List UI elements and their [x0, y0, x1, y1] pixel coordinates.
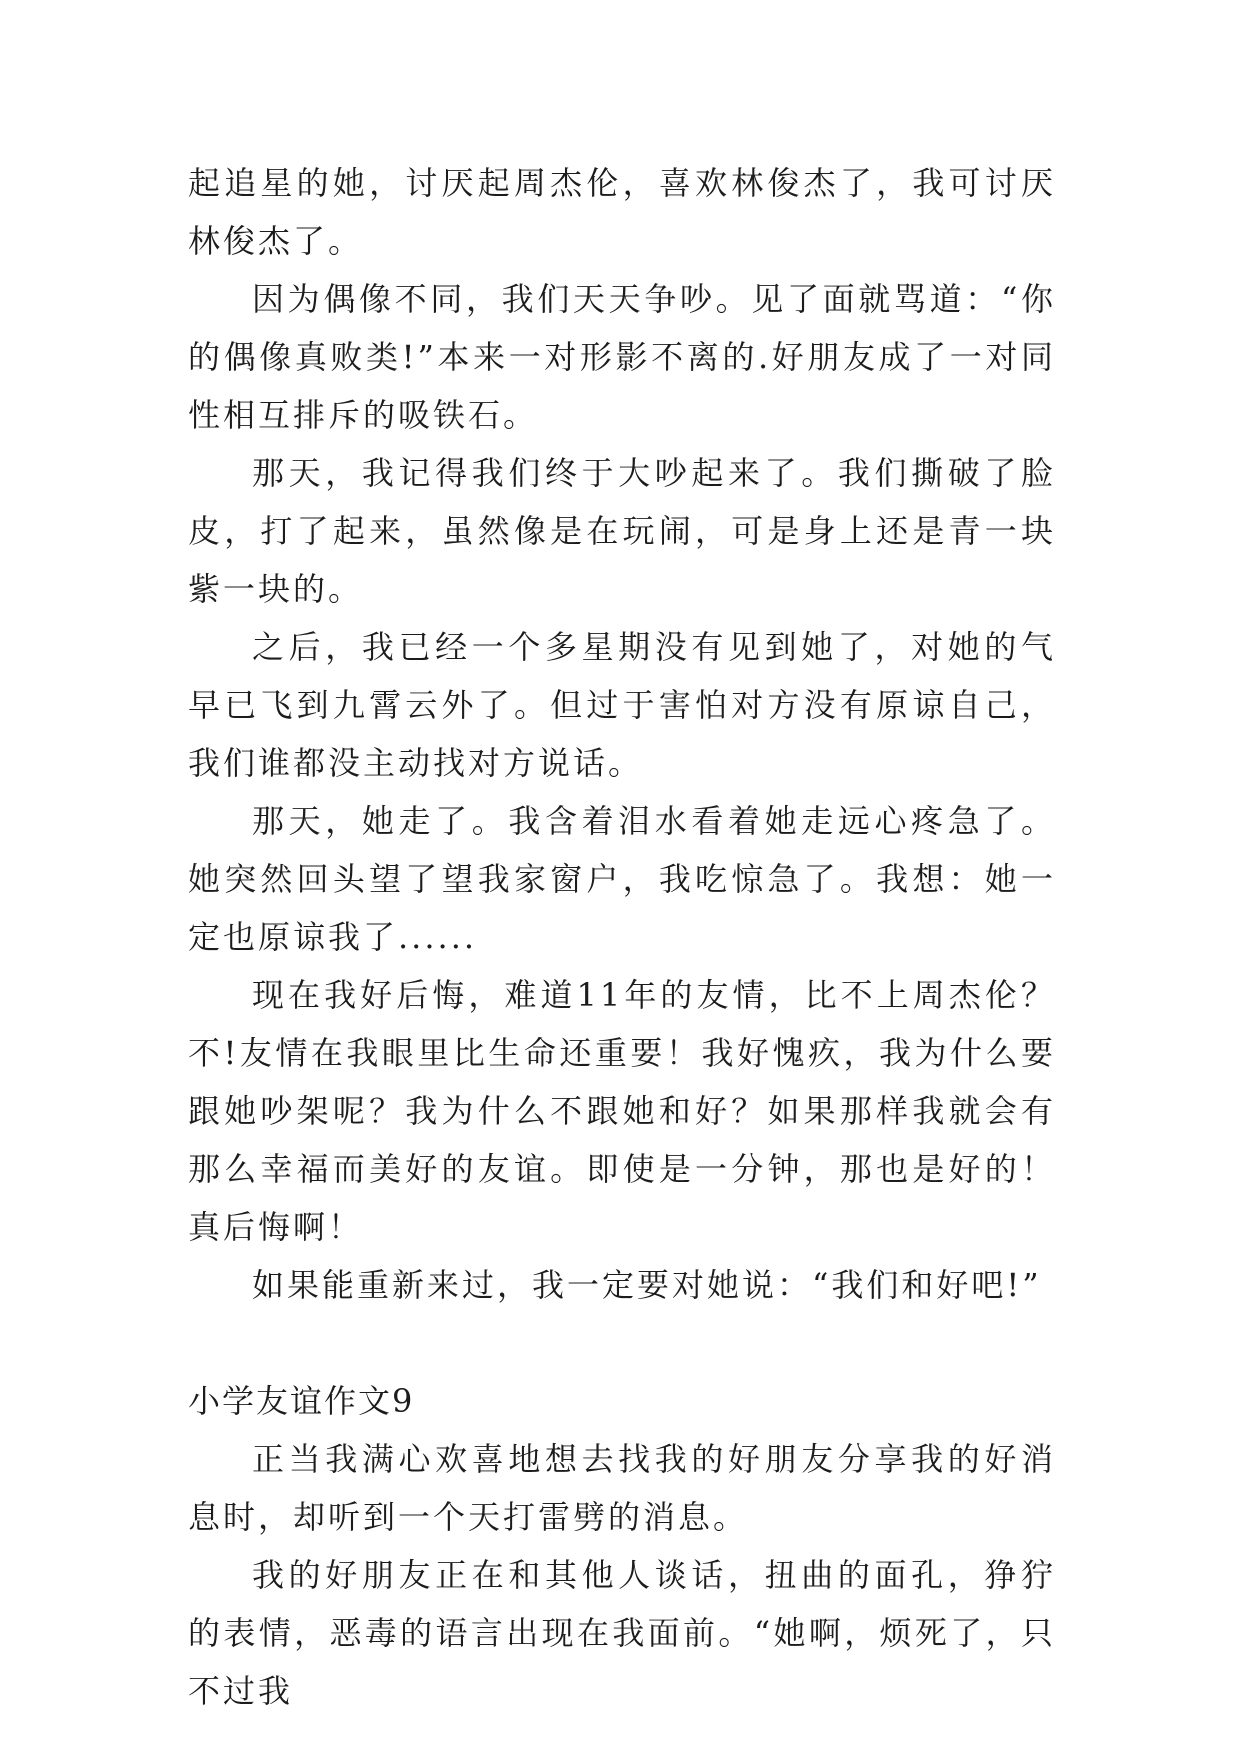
paragraph: 那天，我记得我们终于大吵起来了。我们撕破了脸皮，打了起来，虽然像是在玩闹，可是身上还是青一块紫一块的。: [188, 454, 1056, 608]
document-body: [188, 154, 1056, 1720]
paragraph: 那天，她走了。我含着泪水看着她走远心疼急了。她突然回头望了望我家窗户，我吃惊急了。我想：她一定也原谅我了......: [188, 802, 1056, 956]
paragraph: 我的好朋友正在和其他人谈话，扭曲的面孔，狰狞的表情，恶毒的语言出现在我面前。“她啊，烦死了，只不过我: [188, 1556, 1056, 1710]
section-title: 小学友谊作文9: [188, 1382, 415, 1420]
paragraph: 如果能重新来过，我一定要对她说：“我们和好吧!”: [252, 1266, 1042, 1304]
paragraph: 现在我好后悔，难道11年的友情，比不上周杰伦？不!友情在我眼里比生命还重要！我好愧疚，我为什么要跟她吵架呢？我为什么不跟她和好？如果那样我就会有那么幸福而美好的友谊。即使是一分钟，那也是好的！真后悔啊！: [188, 976, 1056, 1246]
paragraph: 正当我满心欢喜地想去找我的好朋友分享我的好消息时，却听到一个天打雷劈的消息。: [188, 1440, 1056, 1536]
paragraph: 因为偶像不同，我们天天争吵。见了面就骂道：“你的偶像真败类!”本来一对形影不离的.好朋友成了一对同性相互排斥的吸铁石。: [188, 280, 1056, 434]
paragraph: 之后，我已经一个多星期没有见到她了，对她的气早已飞到九霄云外了。但过于害怕对方没有原谅自己，我们谁都没主动找对方说话。: [188, 628, 1056, 782]
paragraph: 起追星的她，讨厌起周杰伦，喜欢林俊杰了，我可讨厌林俊杰了。: [188, 164, 1056, 260]
